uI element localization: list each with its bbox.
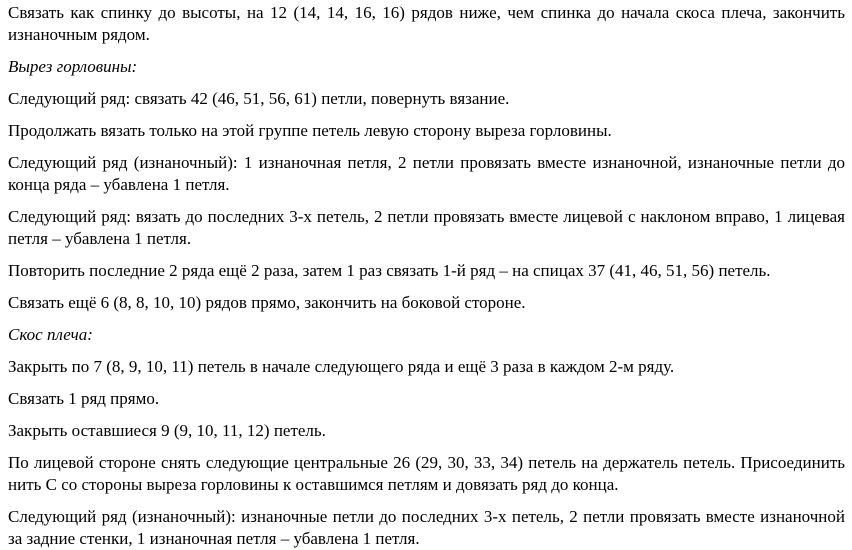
paragraph-next-row-knit-decrease: Следующий ряд: вязать до последних 3-х петель, 2 петли провязать вместе лицевой с наклоном вправо, 1 лицевая петля – убавлена 1 петля. bbox=[8, 207, 845, 248]
section-heading-shoulder-slope: Скос плеча: bbox=[8, 325, 93, 344]
paragraph-repeat-rows: Повторить последние 2 ряда ещё 2 раза, затем 1 раз связать 1-й ряд – на спицах 37 (41, 46, 51, 56) петель. bbox=[8, 261, 771, 280]
paragraph-next-row-purl-back-loops: Следующий ряд (изнаночный): изнаночные петли до последних 3-х петель, 2 петли провязать вместе изнаночной за задние стенки, 1 изнаночная петля – убавлена 1 петля. bbox=[8, 507, 845, 548]
paragraph-continue-left-side: Продолжать вязать только на этой группе петель левую сторону выреза горловины. bbox=[8, 121, 612, 140]
paragraph-knit-straight-rows: Связать ещё 6 (8, 8, 10, 10) рядов прямо, закончить на боковой стороне. bbox=[8, 293, 526, 312]
section-heading-neckline: Вырез горловины: bbox=[8, 57, 138, 76]
paragraph-knit-one-row: Связать 1 ряд прямо. bbox=[8, 389, 160, 408]
paragraph-bind-off-remaining: Закрыть оставшиеся 9 (9, 10, 11, 12) петель. bbox=[8, 421, 326, 440]
paragraph-bind-off-shoulder: Закрыть по 7 (8, 9, 10, 11) петель в начале следующего ряда и ещё 3 раза в каждом 2-м ряду. bbox=[8, 357, 675, 376]
paragraph-next-row-purl-decrease: Следующий ряд (изнаночный): 1 изнаночная петля, 2 петли провязать вместе изнаночной, изнаночные петли до конца ряда – убавлена 1 петля. bbox=[8, 153, 845, 194]
paragraph-next-row-knit: Следующий ряд: связать 42 (46, 51, 56, 61) петли, повернуть вязание. bbox=[8, 89, 510, 108]
paragraph-back-height: Связать как спинку до высоты, на 12 (14, 14, 16, 16) рядов ниже, чем спинка до начала скоса плеча, закончить изнаночным рядом. bbox=[8, 3, 845, 44]
paragraph-stitch-holder: По лицевой стороне снять следующие центральные 26 (29, 30, 33, 34) петель на держатель петель. Присоединить нить C со стороны выреза горловины к оставшимся петлям и довязать ряд до конца. bbox=[8, 453, 845, 494]
